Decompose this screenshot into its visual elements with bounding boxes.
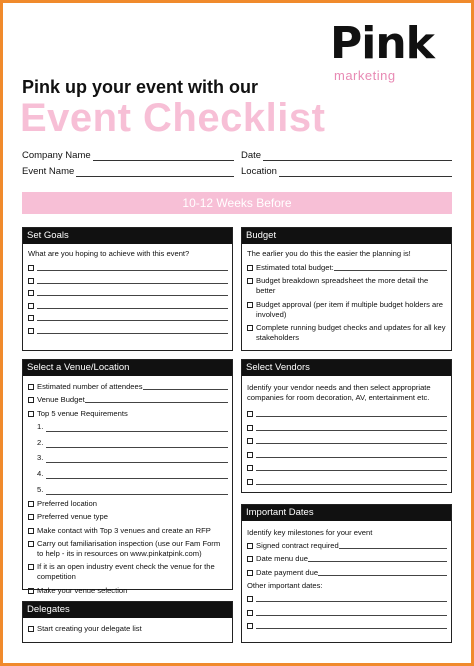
checkbox[interactable] — [28, 303, 34, 309]
vendor-row[interactable] — [247, 409, 447, 417]
checklist-item[interactable] — [28, 499, 228, 509]
requirement-row[interactable] — [36, 438, 228, 448]
goal-row[interactable] — [28, 276, 228, 284]
item-label: Other important dates: — [247, 580, 323, 590]
venue-header: Select a Venue/Location — [23, 360, 232, 376]
item-label: Top 5 venue Requirements — [37, 408, 128, 418]
checkbox[interactable] — [247, 623, 253, 629]
answer-line[interactable] — [37, 326, 228, 334]
date-field[interactable] — [241, 150, 452, 161]
item-label: If it is an open industry event check the venue for the competition — [37, 562, 215, 582]
answer-line[interactable] — [256, 450, 447, 458]
answer-line[interactable] — [37, 313, 228, 321]
goal-row[interactable] — [28, 288, 228, 296]
checkbox[interactable] — [247, 556, 253, 562]
item-label: Make contact with Top 3 venues and create an RFP — [37, 525, 211, 535]
goal-row[interactable] — [28, 263, 228, 271]
requirement-number: 4. — [37, 469, 44, 479]
checkbox[interactable] — [28, 541, 34, 547]
vendors-header: Select Vendors — [242, 360, 451, 376]
requirement-number: 5. — [37, 485, 44, 495]
checkbox[interactable] — [247, 596, 253, 602]
item-label: Date payment due — [256, 567, 319, 577]
answer-line[interactable] — [256, 409, 447, 417]
set-goals-question: What are you hoping to achieve with this event? — [28, 249, 190, 258]
logo-subtitle: marketing — [334, 68, 396, 83]
checkbox[interactable] — [28, 290, 34, 296]
checklist-item[interactable] — [28, 512, 228, 522]
item-label: Make your venue selection — [37, 585, 128, 595]
location-line[interactable] — [279, 169, 452, 177]
checkbox[interactable] — [247, 325, 253, 331]
answer-line[interactable] — [37, 301, 228, 309]
answer-line[interactable] — [37, 263, 228, 271]
answer-line[interactable] — [256, 477, 447, 485]
answer-line[interactable] — [46, 440, 228, 448]
goal-row[interactable] — [28, 301, 228, 309]
answer-line[interactable] — [256, 594, 447, 602]
checkbox[interactable] — [28, 265, 34, 271]
answer-line[interactable] — [339, 541, 447, 549]
item-label: Venue Budget — [37, 395, 85, 405]
item-label: Preferred location — [37, 499, 97, 509]
checklist-item[interactable] — [247, 568, 447, 578]
item-label: Preferred venue type — [37, 512, 108, 522]
vendor-row[interactable] — [247, 477, 447, 485]
answer-line[interactable] — [46, 424, 228, 432]
checkbox[interactable] — [28, 626, 34, 632]
answer-line[interactable] — [256, 463, 447, 471]
checkbox[interactable] — [247, 610, 253, 616]
event-name-line[interactable] — [76, 169, 234, 177]
requirement-row[interactable] — [36, 422, 228, 432]
checkbox[interactable] — [247, 265, 253, 271]
checkbox[interactable] — [247, 302, 253, 308]
checkbox[interactable] — [247, 425, 253, 431]
item-label: Date menu due — [256, 554, 308, 564]
item-label: Budget approval (per item if multiple budget holders are involved) — [256, 299, 443, 319]
vendor-row[interactable] — [247, 450, 447, 458]
checklist-item[interactable] — [247, 276, 447, 296]
answer-line[interactable] — [46, 487, 228, 495]
location-label: Location — [241, 166, 277, 177]
page-title: Event Checklist — [20, 96, 326, 140]
delegates-header: Delegates — [23, 602, 232, 618]
event-name-label: Event Name — [22, 166, 75, 177]
vendor-row[interactable] — [247, 423, 447, 431]
checklist-item[interactable] — [247, 554, 447, 564]
pink-marketing-logo — [330, 18, 452, 84]
answer-line[interactable] — [143, 382, 228, 390]
answer-line[interactable] — [256, 621, 447, 629]
checkbox[interactable] — [28, 278, 34, 284]
checkbox[interactable] — [247, 438, 253, 444]
checkbox[interactable] — [247, 452, 253, 458]
requirement-row[interactable] — [36, 485, 228, 495]
vendor-row[interactable] — [247, 463, 447, 471]
budget-header: Budget — [242, 228, 451, 244]
company-name-field[interactable] — [22, 150, 234, 161]
answer-line[interactable] — [256, 608, 447, 616]
checklist-item[interactable] — [28, 562, 228, 582]
answer-line[interactable] — [46, 455, 228, 463]
checkbox[interactable] — [28, 328, 34, 334]
checkbox[interactable] — [28, 384, 34, 390]
checkbox[interactable] — [28, 397, 34, 403]
checkbox[interactable] — [28, 528, 34, 534]
checkbox[interactable] — [247, 543, 253, 549]
answer-line[interactable] — [256, 423, 447, 431]
checkbox[interactable] — [247, 479, 253, 485]
checklist-item[interactable] — [247, 323, 447, 343]
set-goals-header: Set Goals — [23, 228, 232, 244]
item-label: Carry out familiarisation inspection (use our Fam Form to help - its in resources on www.pinkatpink.com) — [37, 538, 221, 558]
date-label: Date — [241, 150, 262, 161]
vendors-intro: Identify your vendor needs and then select appropriate companies for room decoration, AV, entertainment etc. — [247, 383, 431, 402]
budget-card — [241, 227, 452, 351]
date-row[interactable] — [247, 621, 447, 629]
requirement-row[interactable] — [36, 469, 228, 479]
requirement-number: 1. — [37, 421, 44, 431]
requirement-row[interactable] — [36, 453, 228, 463]
other-dates-label — [247, 581, 447, 591]
answer-line[interactable] — [46, 471, 228, 479]
answer-line[interactable] — [85, 395, 228, 403]
date-row[interactable] — [247, 594, 447, 602]
checkbox[interactable] — [28, 588, 34, 594]
dates-card — [241, 504, 452, 643]
item-label: Estimated number of attendees — [37, 382, 143, 391]
checkbox[interactable] — [247, 411, 253, 417]
vendor-row[interactable] — [247, 436, 447, 444]
item-label: Estimated total budget: — [256, 263, 334, 272]
requirement-number: 2. — [37, 437, 44, 447]
checklist-item[interactable] — [28, 624, 228, 634]
item-label: Start creating your delegate list — [37, 624, 142, 633]
company-name-line[interactable] — [93, 153, 234, 161]
venue-card — [22, 359, 233, 595]
answer-line[interactable] — [318, 568, 447, 576]
checklist-item[interactable] — [247, 263, 447, 273]
checkbox[interactable] — [247, 278, 253, 284]
logo-word: Pink — [330, 18, 434, 69]
date-line[interactable] — [263, 153, 452, 161]
headline: Pink up your event with our — [22, 77, 259, 97]
answer-line[interactable] — [308, 554, 447, 562]
checklist-item[interactable] — [28, 409, 228, 419]
delegates-card — [22, 601, 233, 643]
checkbox[interactable] — [28, 514, 34, 520]
checklist-item[interactable] — [28, 539, 228, 559]
event-name-field[interactable] — [22, 166, 234, 177]
checkbox[interactable] — [28, 564, 34, 570]
checklist-item[interactable] — [28, 586, 228, 596]
dates-header: Important Dates — [242, 505, 451, 521]
checklist-item[interactable] — [247, 300, 447, 320]
company-name-label: Company Name — [22, 150, 91, 161]
checklist-item[interactable] — [28, 395, 228, 405]
checklist-item[interactable] — [247, 541, 447, 551]
item-label: Signed contract required — [256, 541, 339, 550]
answer-line[interactable] — [37, 288, 228, 296]
checkbox[interactable] — [28, 315, 34, 321]
set-goals-card — [22, 227, 233, 351]
item-label: Budget breakdown spreadsheet the more detail the better — [256, 276, 429, 296]
vendors-card — [241, 359, 452, 493]
goal-row[interactable] — [28, 326, 228, 334]
budget-intro: The earlier you do this the easier the planning is! — [247, 249, 411, 258]
item-label: Complete running budget checks and updates for all key stakeholders — [256, 322, 446, 342]
date-row[interactable] — [247, 608, 447, 616]
checkbox[interactable] — [28, 501, 34, 507]
requirement-number: 3. — [37, 453, 44, 463]
answer-line[interactable] — [256, 436, 447, 444]
checklist-item[interactable] — [28, 382, 228, 392]
checkbox[interactable] — [247, 465, 253, 471]
dates-intro: Identify key milestones for your event — [247, 528, 373, 537]
checkbox[interactable] — [247, 570, 253, 576]
checklist-item[interactable] — [28, 526, 228, 536]
location-field[interactable] — [241, 166, 452, 177]
answer-line[interactable] — [37, 276, 228, 284]
answer-line[interactable] — [334, 263, 447, 271]
goal-row[interactable] — [28, 313, 228, 321]
checkbox[interactable] — [28, 411, 34, 417]
timeline-band: 10-12 Weeks Before — [22, 192, 452, 214]
